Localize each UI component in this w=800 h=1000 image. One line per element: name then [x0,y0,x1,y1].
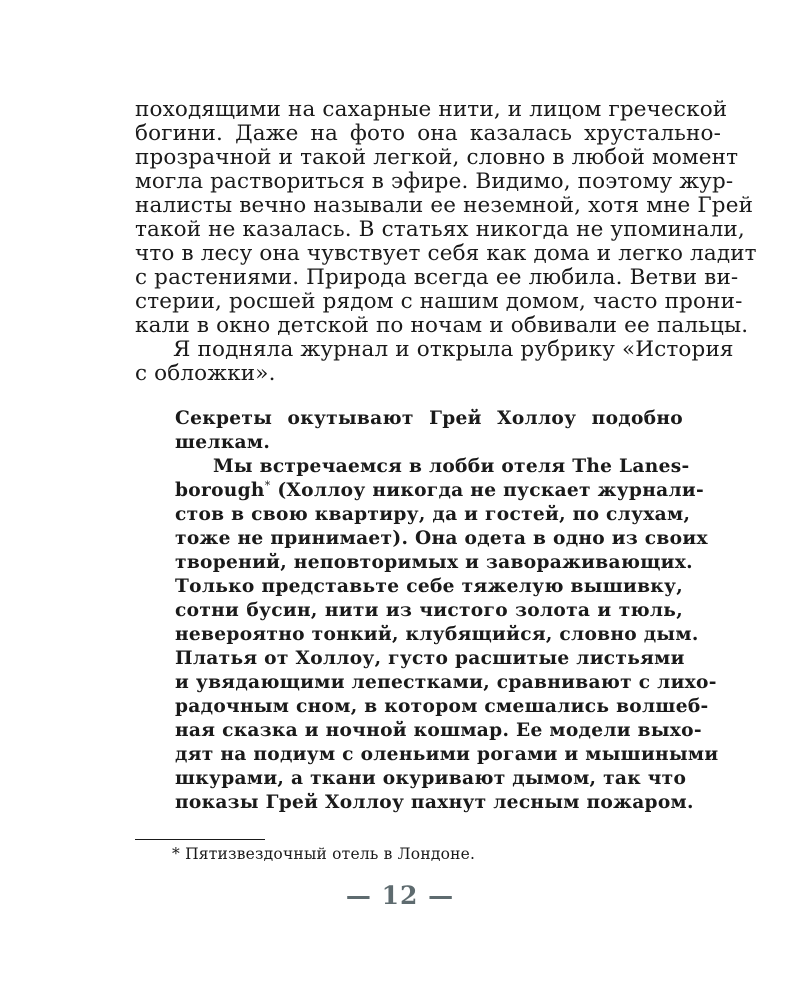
quote-line-1: Секреты окутывают Грей Холлоу подобно [175,408,683,429]
quote-line-4-rest: (Холлоу никогда не пускает журнали- [270,480,704,501]
body-line-12: с обложки». [135,361,276,386]
body-line-1: походящими на сахарные нити, и лицом греческой [135,97,728,122]
quote-line-14: ная сказка и ночной кошмар. Ее модели выхо- [175,720,702,741]
quote-line-10: невероятно тонкий, клубящийся, словно дым. [175,624,699,645]
body-line-9: стерии, росшей рядом с нашим домом, часто прони- [135,289,743,314]
body-line-3: прозрачной и такой легкой, словно в любой момент [135,145,739,170]
quote-line-16: шкурами, а ткани окуривают дымом, так что [175,768,687,789]
quote-line-9: сотни бусин, нити из чистого золота и тюль, [175,600,683,621]
body-line-2: богини. Даже на фото она казалась хрустально- [135,121,721,146]
quote-line-12: и увядающими лепестками, сравнивают с лихо- [175,672,717,693]
body-line-11: Я подняла журнал и открыла рубрику «История [173,337,734,362]
quote-line-4-start: borough [175,480,265,501]
quote-line-3: Мы встречаемся в лобби отеля The Lanes- [213,456,690,477]
body-line-4: могла раствориться в эфире. Видимо, поэтому жур- [135,169,734,194]
quote-line-15: дят на подиум с оленьими рогами и мышиными [175,744,719,765]
quote-line-7: творений, неповторимых и завораживающих. [175,552,693,573]
quote-line-13: радочным сном, в котором смешались волшеб- [175,696,709,717]
quote-line-4 [175,478,704,501]
quote-line-5: стов в свою квартиру, да и гостей, по слухам, [175,504,691,525]
footnote: * Пятизвездочный отель в Лондоне. [172,845,476,863]
quote-line-11: Платья от Холлоу, густо расшитые листьями [175,648,685,669]
quote-line-17: показы Грей Холлоу пахнут лесным пожаром. [175,792,694,813]
quote-line-2: шелкам. [175,432,271,453]
body-line-7: что в лесу она чувствует себя как дома и легко ладит [135,241,757,266]
body-line-5: налисты вечно называли ее неземной, хотя мне Грей [135,193,754,218]
quote-line-6: тоже не принимает). Она одета в одно из своих [175,528,708,549]
body-line-10: кали в окно детской по ночам и обвивали ее пальцы. [135,313,749,338]
body-line-6: такой не казалась. В статьях никогда не упоминали, [135,217,745,242]
footnote-mark: * [264,478,271,492]
body-line-8: с растениями. Природа всегда ее любила. Ветви ви- [135,265,739,290]
quote-line-8: Только представьте себе тяжелую вышивку, [175,576,683,597]
footnote-rule [135,839,265,840]
page-number: — 12 — [345,881,455,910]
